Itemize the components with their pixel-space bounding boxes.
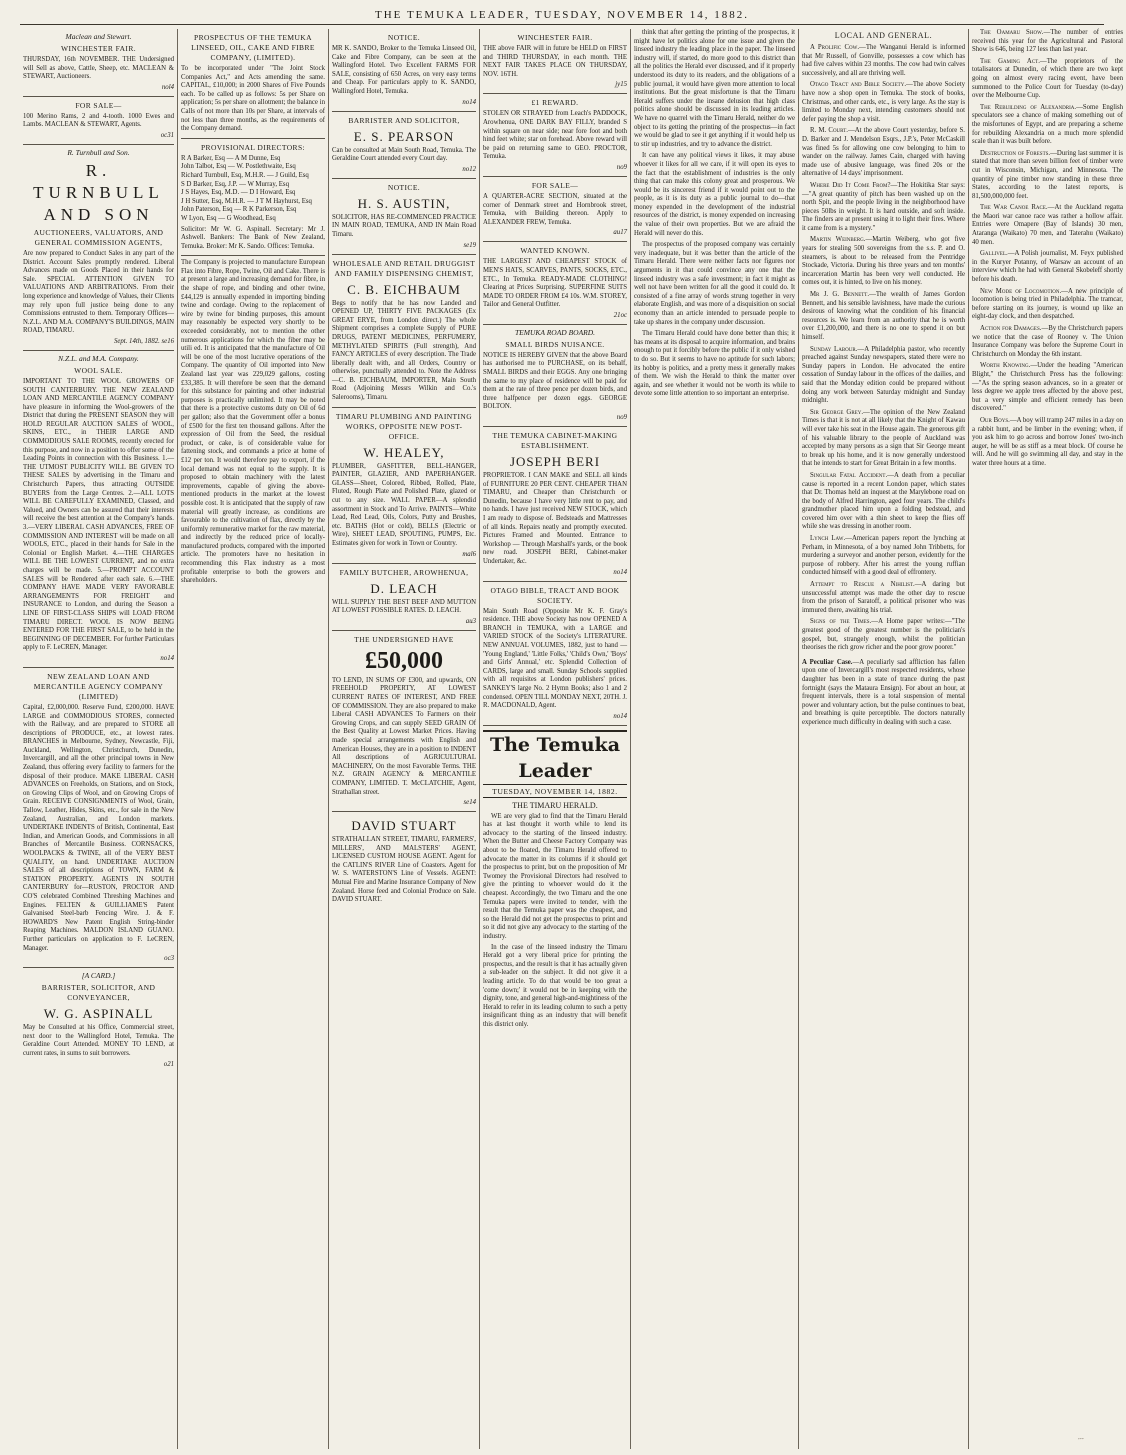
news-item-text: —A Home paper writes:—"The greatest good of the greatest number is the politician's gospel, but, strangely enough, whilst the politician theorises the rich grow richer and the poor grow poorer.": [802, 618, 965, 652]
ad-body-text: Main South Road (Opposite Mr K. F. Gray's residence. THE above Society has now OPENED A BRANCH in TEMUKA, with a LARGE and VARIED STOCK of the Society's LITERATURE. NEW ANNUAL VOLUMES, 1882, just to hand — 'Young England,' 'Little Folks,' 'Child's Own,' 'Boys' and Girls' Annual,' etc. Splendid Collection of CARDS, large and small. Sunday Schools supplied with all requisites at London publishers' prices. SANKEY'S large No. 2 Hymn Books; also 1 and 2 condensed. OPEN TILL MONDAY NEXT, 20TH. J. R. MACDONALD, Agent.: [483, 607, 627, 710]
ad-sub-heading: [A CARD.]: [81, 971, 116, 981]
editorial-paragraph: think that after getting the printing of the prospectus, it might have let politics alone for one issue and given the linseed industry the leading place in the paper. The linseed industry will, if started, do more good to this district than all the politics the Herald ever discussed, and if it properly understood its duty to its readers, and the obligations of a public journal, it would have given more attention to local institutions. But the great misfortune is that the Timaru Herald suffers under the insane delusion that high class politics alone should be discussed in its leading articles. We have no quarrel with the Timaru Herald, neither do we object to its getting the printing of the prospectus—in fact we would be glad to see it get anything if it would help us to stir up industries, and try to advance the district.: [634, 29, 795, 148]
advertisement: [332, 812, 476, 909]
ad-body-text: May be Consulted at his Office, Commercial street, next door to the Wallingford Hotel, Temuka. The Geraldine Court Attended. MONEY TO LEND, at current rates, in sums to suit borrowers.: [23, 1024, 174, 1057]
advertisement: [332, 255, 476, 408]
directors-list: [181, 155, 325, 224]
ad-body-text: THURSDAY, 16th NOVEMBER. THE Undersigned will Sell as above, Cattle, Sheep, etc. MACLEAN & STEWART, Auctioneers.: [23, 56, 174, 81]
ad-heading: £1 REWARD.: [531, 98, 579, 108]
advertisement: [181, 139, 325, 257]
news-item-lead: A Prolific Cow.: [810, 44, 860, 51]
news-items: [972, 29, 1123, 469]
ad-heading: WHOLESALE AND RETAIL DRUGGIST AND FAMILY DISPENSING CHEMIST,: [332, 258, 476, 278]
ad-code: se19: [463, 241, 476, 249]
news-item-text: —The number of entries received this year for the Agricultural and Pastoral Show is 646, being 127 less than last year.: [972, 29, 1123, 54]
director-entry: John Paterson, Esq — R K Parkerson, Esq: [181, 206, 297, 214]
news-item: [802, 291, 965, 343]
news-item-text: —Martin Weiberg, who got five years for stealing 500 sovereigns from the s.s. P. and O. steamers, is about to be released from the Pentridge Stockade, Victoria. During his three years and ten months' incarceration Martin has been very well conducted. He comes out, it is hinted, to live on his money.: [802, 236, 966, 287]
ad-body-text: Begs to notify that he has now Landed and OPENED UP, THIRTY FIVE PACKAGES (Ex GREAT ERYE, from London direct.) The whole Shipment comprises a complete Supply of PURE DRUGS, PATENT MEDICINES, PERFUMERY, METHYLATED SPIRITS (Full strength), And FANCY ARTICLES of every description. The Trade liberally dealt with, and all Orders, Country or otherwise, punctually attended to. Note the Address—C. B. EICHBAUM, IMPORTER, Main South Road (Adjoining Messrs Wilkin and Co.'s Salerooms), Timaru.: [332, 299, 476, 402]
news-item-lead: New Mode of Locomotion.: [980, 287, 1062, 295]
news-item-lead: Worth Knowing.: [980, 362, 1031, 370]
ad-code: jy15: [615, 81, 627, 89]
pencil-annotation: ...: [1077, 1431, 1085, 1442]
director-entry: S D Barker, Esq, J.P. — W Murray, Esq: [181, 180, 289, 188]
ad-code: no14: [613, 568, 627, 576]
news-footer-item: [802, 656, 965, 732]
news-item-text: —A death from a peculiar cause is reported in a recent London paper, which states that Dr. Thomas held an inquest at the Marylebone road on the body of Alfred Harrington, aged four years. The child's grandmother placed him upon a folding bedstead, and covered him over with a thin sheet to keep the flies off while she was dressing in another room.: [802, 471, 965, 531]
ad-body-text: The Company is projected to manufacture European Flax into Fibre, Rope, Twine, Oil and Cake. There is at present a large and increasing demand for fibre, in the shape of rope, and binding and other twine, £44,129 is annually expended in importing binding twine and cordage. Owing to the replacement of wire by twine for binding purposes, this amount may reasonably be expected very shortly to be exceeded considerably, not to mention the other numerous applications for which the fiber may be utili ed. It is anticipated that the manufacture of Oil will be one of the most lucrative operations of the Company. The quantity of Oil imported into New Zealand last year was 229,029 gallons, costing £33,385. It will therefore be seen that the demand for this substance for painting and other industrial purposes is practically unlimited. It may be noted that there is a protective customs duty on Oil of 6d per gallon; also that the Government offer a bonus of £500 for the first ten thousand gallons. After the expression of Oil from the Seed, the residual product, or cake, is of considerable value for fattening stock, and commands a price at home of £12 per ton. It would therefore pay to export, if the local demand was not equal to the supply. It is proposed to obtain machinery with the latest improvements, capable of giving the above-mentioned products in the market at the lowest possible cost. It is anticipated that the supply of raw material will greatly increase, as conditions are favourable to the cultivation of flax, directly by the uniformly remunerative market for the raw material, and indirectly by the reduced price of locally-manufactured products, compared with the imported article. The promoters have no hesitation in recommending this Flax industry as a most profitable enterprise to both the growers and shareholders.: [181, 259, 325, 585]
advertisement: [483, 29, 627, 94]
ad-code: no14: [613, 712, 627, 720]
news-item-lead: Sunday Labour.: [810, 345, 858, 353]
ad-display-name: C. B. EICHBAUM: [347, 281, 461, 297]
masthead: THE TEMUKA LEADER, TUESDAY, NOVEMBER 14, 1882.: [20, 6, 1104, 25]
news-item-text: —A Philadelphia pastor, who recently preached against Sunday newspapers, stated there were no Sunday papers in London. He advocated the entire cessation of Sunday labour in the offices of the dailies, and said that the Monday edition could be prepared without doing any work between Saturday midnight and Sunday midnight.: [802, 345, 965, 405]
ad-heading: NOTICE.: [387, 33, 421, 42]
ad-display-name: R. TURNBULL AND SON: [33, 160, 164, 224]
ad-code: no14: [462, 98, 476, 106]
news-item-text: —The Wanganui Herald is informed that Mr Russell, of Gonville, possesses a cow which has had five calves within 23 months. The cow had twin calves successively, and all are thriving well.: [802, 44, 965, 77]
advertisement: [181, 256, 325, 590]
ad-sub-heading: Maclean and Stewart.: [65, 32, 132, 41]
columns: [20, 29, 1124, 1449]
news-item: [972, 250, 1123, 284]
advertisement: [23, 351, 174, 668]
news-item: [972, 104, 1123, 147]
ad-code: oc31: [160, 131, 174, 139]
editorial-paragraph: WE are very glad to find that the Timaru Herald has at last thought it worth while to lend its advocacy to the starting of the linseed industry. When the Butter and Cheese Factory Company was about to be floated, the Timaru Herald offered to advocate the matter in its columns if it should get the prospectus to print, but on the proposition of Mr Twomey the Provisional Directors had resolved to give the printing to whoever would do it the cheapest. Accordingly, the two Timaru and the one Temuka papers were invited to tender, with the result that the Temuka paper was the cheapest, and so the Herald did not get the prospectus to print and so it did not give any advocacy to the starting of the industry.: [483, 812, 627, 940]
news-item-lead: The Oamaru Show.: [980, 29, 1044, 36]
news-item: [802, 44, 965, 78]
advertisement: [332, 564, 476, 631]
ad-code: o21: [163, 1060, 174, 1068]
news-item: [802, 659, 965, 728]
advertisement: [181, 29, 325, 139]
ad-sub-heading: N.Z.L. and M.A. Company.: [58, 353, 139, 363]
advertisement: [483, 177, 627, 242]
news-item-lead: Attempt to Rescue a Nihilist.: [810, 581, 915, 589]
ad-body-text: TO LEND, IN SUMS OF £300, and upwards, ON FREEHOLD PROPERTY, AT LOWEST CURRENT RATES OF INTEREST, AND FREE OF COMMISSION. They are also prepared to make Liberal CASH ADVANCES To Farmers on their Growing Crops, and can supply SEED GRAIN Of the Best Quality at Lowest Market Prices. Having made special arrangements with English and American Houses, they are in a position to INDENT All descriptions of AGRICULTURAL MACHINERY, On the most Favorable Terms. THE N.Z. GRAIN AGENCY & MERCANTILE COMPANY, LIMITED. T. McCLATCHIE, Agent, Strathallan street.: [332, 676, 476, 796]
editorial-paragraph: The Timaru Herald could have done better than this; it has means at its disposal to acquire information, and brains enough to put it forcibly before the public if it only wished to do so. But it seems to have no aptitude for such labors; its hobby is politics, and a pretty mess it generally makes of them. We wish the Herald to think the matter over again, and see whether it would not be worth its while to devote some little attention to so important an enterprise.: [634, 330, 795, 398]
ad-code: mal6: [462, 550, 476, 558]
news-item: [802, 581, 965, 615]
news-item-lead: Martin Weinberg.: [810, 236, 866, 244]
ad-body-text: Capital, £2,000,000. Reserve Fund, £200,000. HAVE LARGE and COMMODIOUS STORES, connected with the Railway, and are prepared to STORE all descriptions of PRODUCE, etc., at lowest rates. BRANCHES in Melbourne, Sydney, Newcastle, Fiji, Auckland, Wellington, Christchurch, Dunedin, Invercargill, and all the other principal towns in New Zealand, thus offering every facility to farmers for the disposal of their produce. MAKE LIBERAL CASH ADVANCES on Freeholds, on Stations, and on Stock, on Growing Clips of Wool, and on Growing Crops of Grain. RECEIVE CONSIGNMENTS of Wool, Grain, Tallow, Leather, Hides, Skins, etc., for sale in the New Zealand, Australian, and London markets. UNDERTAKE INDENTS of British, Continental, East Indian, and American Goods, and Commissions in all Branches of Mercantile Business. CORNSACKS, WOOLPACKS & TWINE, all of the VERY BEST QUALITY, on hand. UNDERTAKE AUCTION SALES of all descriptions of TOWN, FARM & STATION PROPERTY. AGENTS IN SOUTH CANTERBURY for—RUSTON, PROCTOR AND CO'S celebrated Combined Threshing Machines and Engines. FELTEN & GUILLIAME'S Patent Galvanised Steel-barb Fencing Wire. J. & F. HOWARD'S New Patent English String-binder Reaping Machines. MALDON ISLAND GUANO. Further particulars on application to F. LeCREN, Manager.: [23, 703, 174, 952]
director-entry: J H Sutter, Esq, M.H.R. — J T M Hayhurst, Esq: [181, 197, 312, 205]
editorial-title: THE TIMARU HERALD.: [512, 800, 598, 810]
column-4: [480, 29, 631, 1449]
column-3: [329, 29, 480, 1449]
advertisement: [483, 94, 627, 177]
news-item-text: —The proprietors of the totalisators at Dunedin, of which there are two kept going on almost every racing event, have been summoned to the Police Court for Tuesday (to-day) over the Melbourne Cup.: [972, 57, 1123, 100]
ad-heading: OTAGO BIBLE, TRACT AND BOOK SOCIETY.: [490, 585, 620, 605]
ad-code: no9: [616, 414, 627, 422]
news-item-text: —Some English speculators see a chance of making something out of the misfortunes of Egypt, and are preparing a scheme for rebuilding Alexandria on a much more splendid scale than it was built before.: [972, 103, 1124, 146]
news-item-lead: A Peculiar Case.: [802, 658, 853, 666]
news-item-text: —American papers report the lynching at Perham, in Minnesota, of a boy named John Tribbetts, for murdering a surveyor and another person, evidently for the purpose of robbery. After his arrest the young ruffian conducted himself with a good deal of effrontery.: [802, 535, 965, 577]
ad-code: nol4: [161, 83, 174, 91]
ad-heading: NEW ZEALAND LOAN AND MERCANTILE AGENCY COMPANY (LIMITED): [33, 671, 164, 701]
news-item-text: —Under the heading "American Blight," the Christchurch Press has the following:—"As the spring season advances, so in a greater or less degree we apple trees affected by the above pest, but a very simple and efficient remedy has been discovered.": [972, 362, 1123, 413]
ad-body-text: SOLICITOR, HAS RE-COMMENCED PRACTICE IN MAIN ROAD, TEMUKA, AND IN Main Road Timaru.: [332, 213, 476, 238]
ad-heading: BARRISTER AND SOLICITOR,: [348, 115, 460, 125]
ad-body-text: WILL SUPPLY THE BEST BEEF AND MUTTON AT LOWEST POSSIBLE RATES. D. LEACH.: [332, 598, 476, 615]
ad-display-name: D. LEACH: [370, 580, 438, 596]
editorial-body: [483, 813, 627, 1030]
ad-heading: SMALL BIRDS NUISANCE.: [505, 339, 605, 349]
advertisement: [23, 668, 174, 968]
news-item-lead: Signs of the Times.: [810, 618, 872, 626]
news-item-text: —A Polish journalist, M. Feyx published in the Kuryer Potanny, of Warsaw an account of an interview which he had with General Skobeleff shortly before his death.: [972, 250, 1123, 284]
column-7: [969, 29, 1126, 1449]
news-item: [972, 58, 1123, 101]
ad-code: no14: [160, 654, 174, 662]
news-item-lead: Sir George Grey.: [810, 408, 864, 416]
advertisement: [23, 968, 174, 1072]
news-item-lead: Gallivel.: [980, 250, 1008, 258]
ad-sub-heading: R. Turnbull and Son.: [67, 147, 130, 157]
ad-body-text: Are now prepared to Conduct Sales in any part of the District. Account Sales promptly rendered. Liberal Advances made on Goods Placed in their hands for Sale. SPECIAL ATTENTION GIVEN TO VALUATIONS AND ARBITRATIONS. From their long experience and knowledge of Values, their Clients may rely upon full justice being done to any Commissions entrusted to them. Temporary Offices—N.Z.L. AND M.A. COMPANY'S BUILDINGS, MAIN ROAD, TIMARU.: [23, 249, 174, 335]
ad-heading: AUCTIONEERS, VALUATORS, AND GENERAL COMMISSION AGENTS,: [33, 227, 164, 247]
ad-display-name: W. G. ASPINALL: [43, 1006, 154, 1022]
ad-code: au17: [613, 229, 627, 237]
advertisement: [23, 145, 174, 351]
advertisement: [483, 325, 627, 427]
news-item: [802, 236, 965, 288]
editorial-paragraph: The prospectus of the proposed company was certainly very inadequate, but it was better than the article of the Timaru Herald. There were neither facts nor figures nor arguments in it that could convince any one that the linseed industry was a safe investment; in fact it might as well not have been written for all the good it could do. It consisted of a fine array of words strung together in very elaborate English, and was more of a disquisition on social economy than an article intended to persuade people to take up shares in the company under discussion.: [634, 241, 795, 326]
ad-code: au3: [465, 617, 476, 625]
ad-heading: FOR SALE—: [75, 100, 122, 110]
news-item-lead: Otago Tract and Bible Society.: [810, 81, 907, 89]
news-item-lead: Singular Fatal Accident.: [810, 471, 888, 479]
advertisement: [332, 631, 476, 812]
news-item: [972, 362, 1123, 414]
news-item: [802, 618, 965, 652]
ad-sub-heading: TEMUKA ROAD BOARD.: [514, 327, 596, 337]
news-item: [972, 417, 1123, 469]
ad-heading: THE UNDERSIGNED HAVE: [354, 634, 454, 644]
ad-display-name: W. HEALEY,: [363, 444, 445, 460]
ad-heading: NOTICE.: [387, 182, 421, 192]
ad-heading: WANTED KNOWN.: [520, 246, 590, 256]
ad-heading: WOOL SALE.: [74, 365, 123, 375]
ad-body-text: NOTICE IS HEREBY GIVEN that the above Board has authorised me to PURCHASE, on its behalf, SMALL BIRDS and their EGGS. Any one bringing the same to my place of residence will be paid for them at the rate of three pence per dozen birds, and three halfpence per dozen eggs. GEORGE BOLTON.: [483, 351, 627, 411]
ad-display-name: DAVID STUART: [351, 818, 457, 834]
newspaper-nameplate: The Temuka Leader: [483, 730, 627, 785]
ad-display-name: JOSEPH BERI: [509, 454, 601, 470]
ad-body-text: IMPORTANT TO THE WOOL GROWERS OF SOUTH CANTERBURY. THE NEW ZEALAND LOAN AND MERCANTILE AGENCY COMPANY have pleasure in informing the Wool-growers of the District that during the PRESENT SEASON they will HOLD REGULAR AUCTION SALES of WOOL, SKINS, ETC., in THEIR LARGE AND COMMODIOUS SALE ROOMS, recently erected for this purpose, and now in a position to offer some of the Leading Points in connection with this Business. 1.—THE UTMOST PUBLICITY WILL BE GIVEN TO THESE SALES by advertising in the Timaru and Christchurch Papers, thus attracting OUTSIDE BUYERS from the Large Centres. 2.—ALL LOTS WILL BE CAREFULLY EXAMINED, Classed, and Valued, and Owners can be assured that their interests will receive the best attention at the Company's hands. 3.—VERY LIBERAL CASH ADVANCES, FREE OF COMMISSION AND INTEREST will be made on all WOOLS, ETC., placed in their hands for Sale in the Colonial or English Market. 4.—THE CHARGES WILL BE THE LOWEST CURRENT, and no extra charges will be made. 5.—PROMPT ACCOUNT SALES will be Rendered after each sale. 6.—THE COMPANY HAVE MADE VERY FAVORABLE ARRANGEMENTS FOR FREIGHT and INSURANCE to London, and during the Season a LINE OF FIRST-CLASS SHIPS will LOAD FROM TIMARU DIRECT. WOOL IS NOW BEING ENTERED FOR THE FIRST SALE, to be held in the BEGINNING OF DECEMBER. For further Particulars apply to F. LeCREN, Manager.: [23, 377, 174, 652]
ad-code: se14: [463, 799, 476, 807]
news-item-lead: Mr J. G. Bennett.: [810, 291, 870, 299]
news-item-lead: R. M. Court.: [810, 127, 848, 135]
news-item: [972, 204, 1123, 247]
news-item-text: —During last summer it is stated that more than seven billion feet of timber were cut in Wisconsin, Michigan, and Minnesota. The quantity of pine timber now standing in these three States, according to the latest reports, is 81,500,000,000 feet.: [972, 149, 1124, 200]
ad-heading: THE TEMUKA CABINET-MAKING ESTABLISHMENT.: [492, 431, 618, 451]
ad-code: oc3: [164, 955, 174, 963]
news-item-lead: Our Boys.: [980, 416, 1010, 424]
ad-body-text: THE LARGEST AND CHEAPEST STOCK of MEN'S HATS, SCARVES, PANTS, SOCKS, ETC., ETC., In Temuka. READY-MADE CLOTHING! Clearing at Prices Surprising. SUPERFINE SUITS MADE TO ORDER FROM £4 10s. W.M. STOREY, Tailor and General Outfitter.: [483, 258, 627, 309]
column-2: [178, 29, 329, 1449]
news-item-lead: Where Did It Come From?: [810, 181, 891, 189]
news-item: [802, 535, 965, 578]
ad-body-text: STOLEN OR STRAYED from Leach's PADDOCK, Arowhenua, ONE DARK BAY FILLY, branded S within square on near side; near fore foot and both hind feet white; star on forehead. Above reward will be paid on returning same to GEO. PROCTOR, Temuka.: [483, 110, 627, 161]
news-item-lead: Destruction of Forests.: [980, 149, 1051, 157]
ad-amount: £50,000: [365, 647, 443, 674]
ad-display-name: E. S. PEARSON: [353, 128, 455, 144]
news-item-text: —The above Society have now a shop open in Temuka. The stock of books, Christmas, and other cards, etc., is very large. As the stay is limited to Monday next, intending customers should not defer paying the shop a visit.: [802, 81, 965, 123]
dateline: TUESDAY, NOVEMBER 14, 1882.: [483, 787, 627, 798]
ad-heading: PROVISIONAL DIRECTORS:: [200, 142, 306, 152]
director-entry: Richard Turnbull, Esq, M.H.R. — J Guild, Esq: [181, 171, 309, 179]
news-item: [802, 409, 965, 469]
ad-heading: WINCHESTER FAIR.: [517, 33, 593, 42]
news-item-text: —A peculiarly sad affliction has fallen upon one of Invercargill's most respected residents, whose daughter has been in a state of trance during the past fortnight (says the Mataura Ensign). For about an hour, at frequent intervals, there is a total suspension of mental power and voluntary action, but the pulse continues to beat, and breathing is quite perceptible. The doctors naturally experience much difficulty in dealing with such a case.: [802, 658, 965, 726]
advertisement: [332, 408, 476, 564]
news-item: [802, 81, 965, 124]
ad-body-text: Can be consulted at Main South Road, Temuka. The Geraldine Court attended every Court day.: [332, 146, 476, 163]
ad-code: 21oc: [613, 311, 627, 319]
ad-code: Sept. 14th, 1882. se16: [113, 337, 174, 345]
news-item-text: —A boy will tramp 247 miles in a day on a rabbit hunt, and be limber in the evening; when, if you ask him to go across and borrow Jones' two-inch auger, he will be as stiff as a meat block. Of course he will. And he will go swimming all day, and stay in the water three hours at a time.: [972, 416, 1123, 467]
ad-body-text: MR K. SANDO, Broker to the Temuka Linseed Oil, Cake and Fibre Company, can be seen at the Wallingford Hotel. Two Excellent FARMS FOR SALE, consisting of 650 Acres, on very easy terms and Cheap. For particulars apply to K. SANDO, Wallingford Hotel, Temuka.: [332, 45, 476, 95]
section-heading-local-and-general: LOCAL AND GENERAL.: [834, 31, 933, 40]
ad-body-text: Solicitor: Mr W. G. Aspinall. Secretary: Mr J. Ashwell. Bankers: The Bank of New Zealand, Temuka. Broker: Mr K. Sando. Offices: Temuka.: [181, 225, 325, 250]
column-6: [799, 29, 969, 1449]
news-item: [802, 127, 965, 179]
ad-body-text: STRATHALLAN STREET, TIMARU, FARMERS', MILLERS', AND MALSTERS' AGENT, LICENSED CUSTOM HOUSE AGENT. Agent for the CATLIN'S RIVER Line of Coasters. Agent for W. S. WATERSTON'S Line of Vessels. AGENT: Mutual Fire and Marine Insurance Company of New Zealand. Horse feed and Colonial Produce on Sale. DAVID STUART.: [332, 836, 476, 904]
editorial-continuation: [634, 29, 795, 399]
ad-heading: BARRISTER, SOLICITOR, AND CONVEYANCER,: [41, 983, 156, 1003]
ad-body-text: THE above FAIR will in future be HELD on FIRST and THIRD THURSDAY, in each month. THE NEXT FAIR TAKES PLACE ON THURSDAY, NOV. 16TH.: [483, 45, 627, 78]
news-item: [972, 29, 1123, 55]
news-item-text: —The opinion of the New Zealand Times is that it is not at all likely that the Knight of Kawau will ever take his seat in the House again. The generous gift of his valuable library to the people of Auckland was accepted by many persons as a sign that Sir George meant to break up his home, and it is now generally understood that he intends to start for Great Britain in a few months.: [802, 408, 965, 468]
editorial-paragraph: In the case of the linseed industry the Timaru Herald got a very liberal price for printing the prospectus, and the result is that it has actually given a sub-leader on the subject. It did not give it a leading article. To do that would be too great a 'come down;' it would not be in keeping with the dignity, tone, and general high-and-mightiness of the Herald to refer in its leading column to such a petty insignificant thing as an industry that will benefit this district only.: [483, 943, 627, 1028]
advertisement: [23, 97, 174, 145]
advertisement: [332, 179, 476, 255]
ad-heading: TIMARU PLUMBING AND PAINTING WORKS, OPPOSITE NEW POST-OFFICE.: [335, 411, 473, 441]
news-items: [802, 44, 965, 653]
advertisement: [23, 29, 174, 97]
ad-body-text: PLUMBER, GASFITTER, BELL-HANGER, PAINTER, GLAZIER, AND PAPERHANGER. GLASS—Sheet, Colored, Ribbed, Rolled, Plate, Fluted, Rough Plate and Polished Plate, glazed or cut to any size. WALL PAPER—A splendid assortment in Stock and To Arrive. PAINTS—White Lead, Red Lead, Oils, Colors, Putty and Brushes, etc. BATHS (Hot or cold), BELLS (Electric or Wire), SHEET LEAD, SPOUTING, PUMPS, Etc. Estimates given for work in Town or Country.: [332, 462, 476, 547]
news-item: [972, 150, 1123, 202]
news-item-text: —At the Auckland regatta the Maori war canoe race was rather a hollow affair. Entries were Omapere (Bay of Islands) 30 men, Ataranga (Waikato) 70 men, and Taterahu (Waikato) 40 men.: [972, 204, 1123, 246]
director-entry: R A Barker, Esq — A M Dunne, Esq: [181, 154, 281, 162]
ad-heading: FAMILY BUTCHER, AROWHENUA,: [339, 567, 469, 577]
ad-heading: WINCHESTER FAIR.: [60, 44, 136, 53]
advertisement: [483, 582, 627, 726]
news-item: [802, 182, 965, 234]
ad-body-text: A QUARTER-ACRE SECTION, situated at the corner of Denmark street and Hornbrook street, Temuka, with Building thereon. Apply to ALEXANDER FREW, Temuka.: [483, 192, 627, 226]
ad-display-name: H. S. AUSTIN,: [357, 195, 451, 211]
editorial-paragraph: It can have any political views it likes, it may abuse whoever it likes for all we care, if it will open its eyes to the fact that the establishment of industries is the only thing that can make this colony great and prosperous. We would be its sincerest friend if it would point out to the people, as it is its duty as a public journal to do—that money expended in the development of the industrial resources of the district, is money expended on increasing the value of their own properties. But we are afraid the Herald will never do this.: [634, 152, 795, 237]
news-item-text: —A daring but unsuccessful attempt was made the other day to rescue from the prison of Saratoff, a political prisoner who was immured there, awaiting his trial.: [802, 581, 965, 614]
news-item-lead: The Gaming Act.: [980, 57, 1040, 65]
news-item: [802, 346, 965, 406]
news-item-lead: Lynch Law.: [810, 535, 846, 543]
news-item: [972, 325, 1123, 359]
column-5: [631, 29, 799, 1449]
news-item-text: —The wealth of James Gordon Bennett, and his sensible lavishness, have made the curious desirous of knowing what the condition of his financial resources is. We learn from an authority that he is worth over £1,200,000, and there is no one to spend it on but himself.: [802, 291, 965, 341]
ad-body-text: PROPRIETOR. I CAN MAKE and SELL all kinds of FURNITURE 20 PER CENT. CHEAPER THAN TIMARU, and Cheaper than Christchurch or Dunedin, because I have very little rent to pay, and no hands. I have just received NEW STOCK, which I am ready to dispose of. Bedsteads and Mattresses of all kinds. Repairs neatly and promptly executed. Pictures Framed and Mounted. Entrance to Workshop — Through Marshall's yards, or the book new road. JOSEPH BERI, Cabinet-maker Undertaker, &c.: [483, 472, 627, 565]
director-entry: John Talbot, Esq — W. Postlethwaite, Esq: [181, 163, 296, 171]
news-item-text: —A new principle of locomotion is being tried in Philadelphia. The tramcar, before starting on its journey, is wound up like an eight-day clock, and then despatched.: [972, 287, 1123, 321]
news-item: [802, 472, 965, 532]
advertisement: [332, 29, 476, 112]
ad-body-text: 100 Merino Rams, 2 and 4-tooth. 1000 Ewes and Lambs. MACLEAN & STEWART, Agents.: [23, 112, 174, 129]
ad-body-text: To be incorporated under "The Joint Stock Companies Act," and Acts amending the same. CAPITAL, £10,000; in 2000 Shares of Five Pounds each. To be called up as follows: 5s per Share on application; 5s per share on allotment; the balance in Calls of not more than 10s per Share, at intervals of not less than three months, as the requirements of the Company demand.: [181, 65, 325, 133]
director-entry: W Lyon, Esq — G Woodhead, Esq: [181, 214, 276, 222]
ad-heading: FOR SALE—: [531, 180, 579, 190]
news-item-text: —The Hokitika Star says:—"A great quantity of pitch has been washed up on the north Spit, and the people living in the neighborhood have pieces 50lbs in weight. It is hard outside, and soft inside. The finders are at present using it to light their fires. Where it came from is a mystery.": [802, 181, 965, 232]
news-item-lead: Action for Damages.: [980, 325, 1042, 332]
news-item-lead: The War Canoe Race.: [980, 204, 1048, 212]
ad-code: no9: [616, 163, 627, 171]
news-item: [972, 288, 1123, 322]
news-item-text: —By the Christchurch papers we notice that the case of Rooney v. The Union Insurance Company was before the Supreme Court in Christchurch on Monday the 6th instant.: [972, 325, 1124, 358]
column-1: [20, 29, 178, 1449]
advertisement: [483, 427, 627, 582]
news-item-text: —At the above Court yesterday, before S. D. Barker and J. Mendelson Esqrs., J.P.'s, Peter McCaskill was fined 5s for allowing one cow belonging to him to wander on the railway. James Cain, charged with having made use of abusive language, was fined 20s or the alternative of 14 days' imprisonment.: [802, 127, 965, 178]
ad-code: no12: [462, 165, 476, 173]
news-item-lead: The Rebuilding of Alexandria.: [980, 103, 1077, 111]
advertisement: [483, 242, 627, 325]
advertisement: [332, 112, 476, 179]
director-entry: J S Hayes, Esq, M.D. — D I Howard, Esq: [181, 189, 296, 197]
ad-heading: PROSPECTUS OF THE TEMUKA LINSEED, OIL, CAKE AND FIBRE COMPANY, (LIMITED).: [191, 33, 315, 62]
